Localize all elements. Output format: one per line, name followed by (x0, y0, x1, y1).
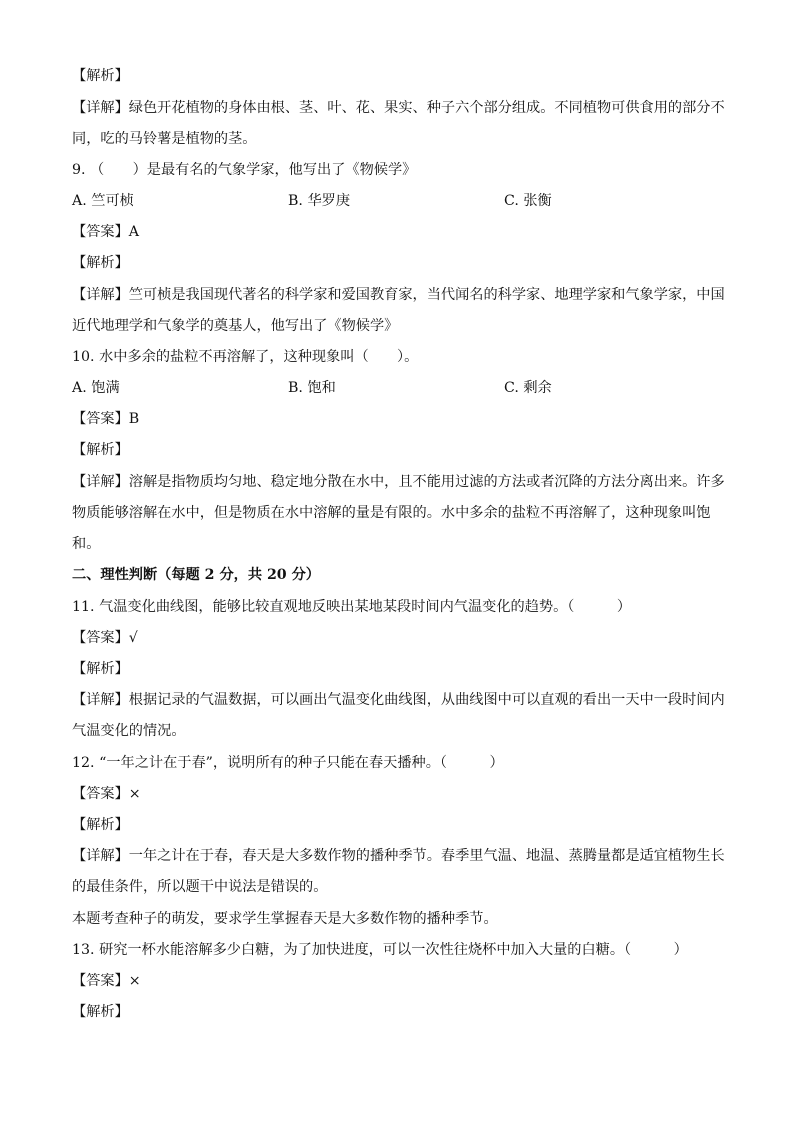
question-12: 12. “一年之计在于春”，说明所有的种子只能在春天播种。（ ） (72, 755, 504, 771)
q10-detail: 物质能够溶解在水中，但是物质在水中溶解的量是有限的。水中多余的盐粒不再溶解了，这种现象叫饱 (72, 505, 711, 521)
detail-text: 同，吃的马铃薯是植物的茎。 (72, 131, 257, 147)
question-9: 9. （ ）是最有名的气象学家，他写出了《物候学》 (72, 162, 417, 178)
q9-option-b: B. 华罗庚 (288, 193, 351, 209)
q9-option-a: A. 竺可桢 (72, 193, 134, 209)
q10-answer: 【答案】B (72, 411, 140, 427)
q10-detail: 【详解】溶解是指物质均匀地、稳定地分散在水中，且不能用过滤的方法或者沉降的方法分离出来。许多 (72, 474, 725, 490)
q12-detail: 【详解】一年之计在于春，春天是大多数作物的播种季节。春季里气温、地温、蒸腾量都是适宜植物生长 (72, 848, 725, 864)
q12-analysis-heading: 【解析】 (72, 817, 129, 833)
q11-analysis-heading: 【解析】 (72, 661, 129, 677)
q10-option-a: A. 饱满 (72, 380, 120, 396)
q11-answer: 【答案】√ (72, 630, 138, 646)
question-13: 13. 研究一杯水能溶解多少白糖，为了加快进度，可以一次性往烧杯中加入大量的白糖。（ ） (72, 942, 688, 958)
q9-detail: 近代地理学和气象学的奠基人，他写出了《物候学》 (72, 318, 399, 334)
q9-option-c: C. 张衡 (504, 193, 552, 209)
q13-answer: 【答案】× (72, 973, 141, 989)
q10-analysis-heading: 【解析】 (72, 442, 129, 458)
question-10: 10. 水中多余的盐粒不再溶解了，这种现象叫（ ）。 (72, 349, 419, 365)
q11-detail: 【详解】根据记录的气温数据，可以画出气温变化曲线图，从曲线图中可以直观的看出一天中一段时间内 (72, 692, 725, 708)
q9-answer: 【答案】A (72, 224, 139, 240)
q11-detail: 气温变化的情况。 (72, 723, 186, 739)
q10-option-c: C. 剩余 (504, 380, 552, 396)
q12-detail: 的最佳条件，所以题干中说法是错误的。 (72, 879, 328, 895)
q13-analysis-heading: 【解析】 (72, 1004, 129, 1020)
analysis-heading: 【解析】 (72, 68, 129, 84)
question-11: 11. 气温变化曲线图，能够比较直观地反映出某地某段时间内气温变化的趋势。（ ） (72, 599, 632, 615)
q12-answer: 【答案】× (72, 786, 141, 802)
q12-detail: 本题考查种子的萌发，要求学生掌握春天是大多数作物的播种季节。 (72, 911, 498, 927)
q10-option-b: B. 饱和 (288, 380, 336, 396)
q9-detail: 【详解】竺可桢是我国现代著名的科学家和爱国教育家，当代闻名的科学家、地理学家和气象学家，中国 (72, 287, 725, 303)
q9-analysis-heading: 【解析】 (72, 255, 129, 271)
detail-text: 【详解】绿色开花植物的身体由根、茎、叶、花、果实、种子六个部分组成。不同植物可供食用的部分不 (72, 100, 725, 116)
section-heading: 二、理性判断（每题 2 分，共 20 分） (72, 567, 320, 583)
q10-detail: 和。 (72, 536, 101, 552)
